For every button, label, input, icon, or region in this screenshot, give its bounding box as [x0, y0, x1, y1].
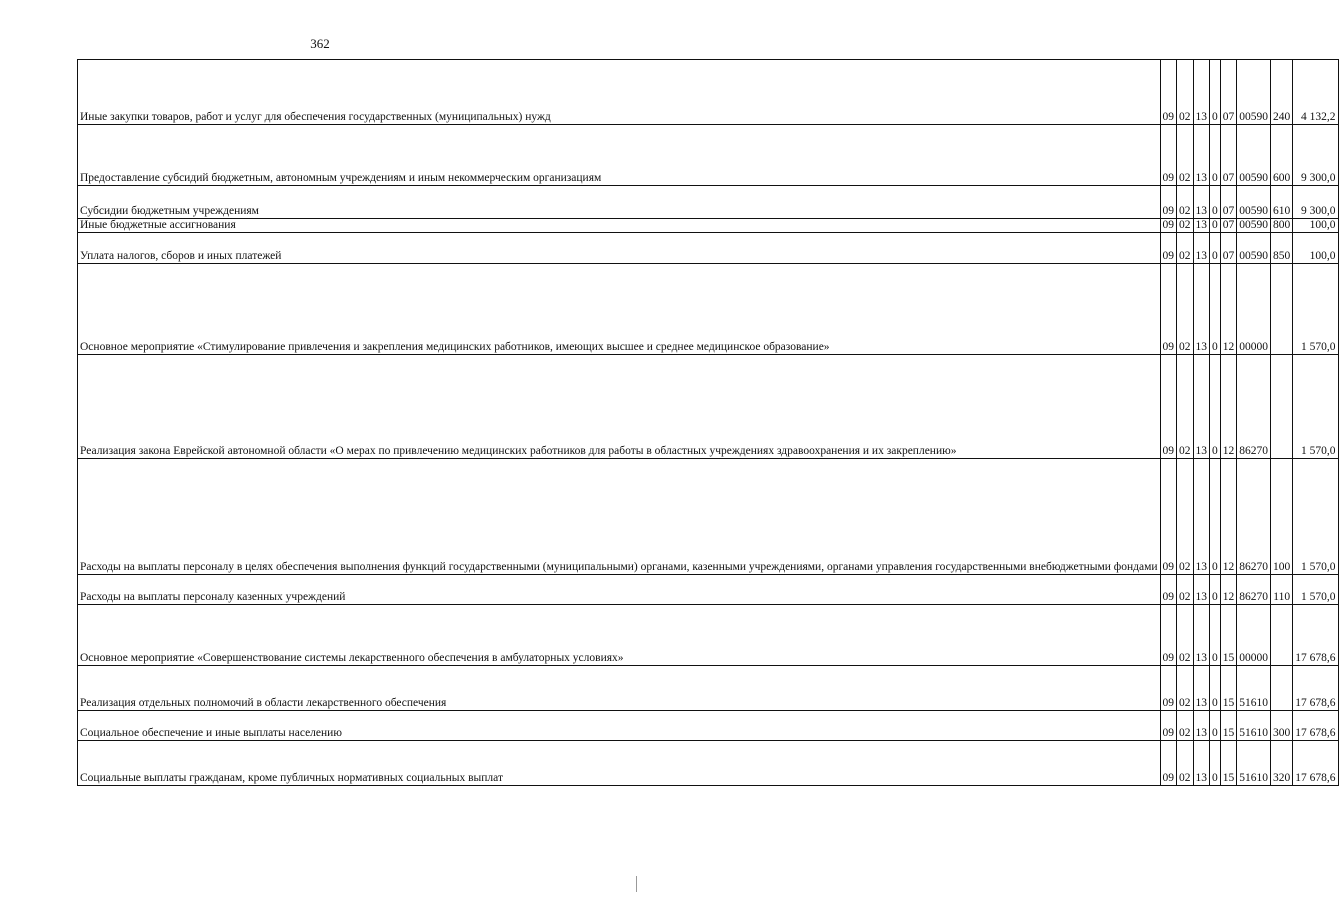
program-code: 13: [1193, 60, 1210, 125]
row-name: Предоставление субсидий бюджетным, автономным учреждениям и иным некоммерческим организациям: [78, 125, 1161, 186]
program-code: 13: [1193, 233, 1210, 264]
row-name: Уплата налогов, сборов и иных платежей: [78, 233, 1161, 264]
table-row: [78, 741, 1339, 786]
subsection-code: 02: [1177, 459, 1194, 575]
program-code: 13: [1193, 741, 1210, 786]
event-code: 07: [1220, 60, 1237, 125]
row-name: Расходы на выплаты персоналу казенных учреждений: [78, 575, 1161, 605]
section-code: 09: [1160, 711, 1177, 741]
subsection-code: 02: [1177, 60, 1194, 125]
amount: 17 678,6: [1293, 666, 1338, 711]
table-row: [78, 711, 1339, 741]
table-row: [78, 125, 1339, 186]
direction-code: 00590: [1237, 60, 1271, 125]
program-code: 13: [1193, 355, 1210, 459]
direction-code: 00000: [1237, 264, 1271, 355]
amount: 1 570,0: [1293, 355, 1338, 459]
expense-type-code: [1271, 666, 1293, 711]
row-name: Основное мероприятие «Стимулирование привлечения и закрепления медицинских работников, имеющих высшее и среднее медицинское образование»: [78, 264, 1161, 355]
subsection-code: 02: [1177, 264, 1194, 355]
direction-code: 00000: [1237, 605, 1271, 666]
row-name: Субсидии бюджетным учреждениям: [78, 186, 1161, 219]
subprogram-code: 0: [1210, 264, 1221, 355]
program-code: 13: [1193, 264, 1210, 355]
section-code: 09: [1160, 233, 1177, 264]
event-code: 07: [1220, 186, 1237, 219]
direction-code: 51610: [1237, 741, 1271, 786]
direction-code: 00590: [1237, 186, 1271, 219]
expense-type-code: 100: [1271, 459, 1293, 575]
amount: 1 570,0: [1293, 575, 1338, 605]
expense-type-code: 320: [1271, 741, 1293, 786]
program-code: 13: [1193, 459, 1210, 575]
section-code: 09: [1160, 575, 1177, 605]
direction-code: 00590: [1237, 125, 1271, 186]
event-code: 15: [1220, 741, 1237, 786]
section-code: 09: [1160, 125, 1177, 186]
table-row: [78, 355, 1339, 459]
event-code: 07: [1220, 233, 1237, 264]
expense-type-code: 610: [1271, 186, 1293, 219]
row-name: Реализация отдельных полномочий в области лекарственного обеспечения: [78, 666, 1161, 711]
row-name: Иные бюджетные ассигнования: [78, 219, 1161, 233]
expense-type-code: 850: [1271, 233, 1293, 264]
table-row: [78, 219, 1339, 233]
subprogram-code: 0: [1210, 605, 1221, 666]
amount: 100,0: [1293, 233, 1338, 264]
row-name: Основное мероприятие «Совершенствование системы лекарственного обеспечения в амбулаторных условиях»: [78, 605, 1161, 666]
event-code: 07: [1220, 125, 1237, 186]
subprogram-code: 0: [1210, 741, 1221, 786]
event-code: 12: [1220, 264, 1237, 355]
row-name: Реализация закона Еврейской автономной области «О мерах по привлечению медицинских работников для работы в областных учреждениях здравоохранения и их закреплению»: [78, 355, 1161, 459]
direction-code: 86270: [1237, 355, 1271, 459]
event-code: 15: [1220, 666, 1237, 711]
subprogram-code: 0: [1210, 60, 1221, 125]
amount: 1 570,0: [1293, 264, 1338, 355]
program-code: 13: [1193, 711, 1210, 741]
table-row: [78, 186, 1339, 219]
table-row: [78, 60, 1339, 125]
event-code: 15: [1220, 605, 1237, 666]
direction-code: 00590: [1237, 233, 1271, 264]
direction-code: 00590: [1237, 219, 1271, 233]
amount: 9 300,0: [1293, 186, 1338, 219]
event-code: 07: [1220, 219, 1237, 233]
subsection-code: 02: [1177, 741, 1194, 786]
table-row: [78, 459, 1339, 575]
subsection-code: 02: [1177, 355, 1194, 459]
event-code: 15: [1220, 711, 1237, 741]
subsection-code: 02: [1177, 575, 1194, 605]
expense-type-code: 300: [1271, 711, 1293, 741]
program-code: 13: [1193, 605, 1210, 666]
section-code: 09: [1160, 219, 1177, 233]
subprogram-code: 0: [1210, 666, 1221, 711]
program-code: 13: [1193, 575, 1210, 605]
amount: 17 678,6: [1293, 711, 1338, 741]
section-code: 09: [1160, 60, 1177, 125]
table-row: [78, 575, 1339, 605]
amount: 4 132,2: [1293, 60, 1338, 125]
section-code: 09: [1160, 666, 1177, 711]
subprogram-code: 0: [1210, 711, 1221, 741]
amount: 9 300,0: [1293, 125, 1338, 186]
direction-code: 86270: [1237, 459, 1271, 575]
table-row: [78, 233, 1339, 264]
event-code: 12: [1220, 355, 1237, 459]
program-code: 13: [1193, 186, 1210, 219]
subsection-code: 02: [1177, 186, 1194, 219]
direction-code: 51610: [1237, 711, 1271, 741]
row-name: Социальные выплаты гражданам, кроме публичных нормативных социальных выплат: [78, 741, 1161, 786]
section-code: 09: [1160, 605, 1177, 666]
expense-type-code: 240: [1271, 60, 1293, 125]
subsection-code: 02: [1177, 233, 1194, 264]
subsection-code: 02: [1177, 219, 1194, 233]
amount: 17 678,6: [1293, 605, 1338, 666]
expense-type-code: [1271, 264, 1293, 355]
row-name: Социальное обеспечение и иные выплаты населению: [78, 711, 1161, 741]
subprogram-code: 0: [1210, 186, 1221, 219]
expense-type-code: [1271, 355, 1293, 459]
row-name: Иные закупки товаров, работ и услуг для обеспечения государственных (муниципальных) нужд: [78, 60, 1161, 125]
expense-type-code: 800: [1271, 219, 1293, 233]
subsection-code: 02: [1177, 666, 1194, 711]
event-code: 12: [1220, 575, 1237, 605]
row-name: Расходы на выплаты персоналу в целях обеспечения выполнения функций государственными (муниципальными) органами, казенными учреждениями, органами управления государственными внебюджетными фондами: [78, 459, 1161, 575]
subprogram-code: 0: [1210, 125, 1221, 186]
table-row: [78, 264, 1339, 355]
subprogram-code: 0: [1210, 355, 1221, 459]
scan-edge-mark: [636, 876, 637, 892]
direction-code: 51610: [1237, 666, 1271, 711]
expense-type-code: [1271, 605, 1293, 666]
subsection-code: 02: [1177, 711, 1194, 741]
subsection-code: 02: [1177, 125, 1194, 186]
amount: 17 678,6: [1293, 741, 1338, 786]
table-row: [78, 666, 1339, 711]
section-code: 09: [1160, 459, 1177, 575]
section-code: 09: [1160, 741, 1177, 786]
subprogram-code: 0: [1210, 459, 1221, 575]
page-number: 362: [310, 36, 330, 51]
event-code: 12: [1220, 459, 1237, 575]
subprogram-code: 0: [1210, 219, 1221, 233]
section-code: 09: [1160, 264, 1177, 355]
program-code: 13: [1193, 666, 1210, 711]
table-row: [78, 605, 1339, 666]
budget-table: [77, 59, 1339, 786]
program-code: 13: [1193, 125, 1210, 186]
program-code: 13: [1193, 219, 1210, 233]
subprogram-code: 0: [1210, 575, 1221, 605]
direction-code: 86270: [1237, 575, 1271, 605]
table-body: [78, 60, 1339, 786]
section-code: 09: [1160, 355, 1177, 459]
expense-type-code: 600: [1271, 125, 1293, 186]
amount: 100,0: [1293, 219, 1338, 233]
section-code: 09: [1160, 186, 1177, 219]
expense-type-code: 110: [1271, 575, 1293, 605]
subsection-code: 02: [1177, 605, 1194, 666]
subprogram-code: 0: [1210, 233, 1221, 264]
amount: 1 570,0: [1293, 459, 1338, 575]
